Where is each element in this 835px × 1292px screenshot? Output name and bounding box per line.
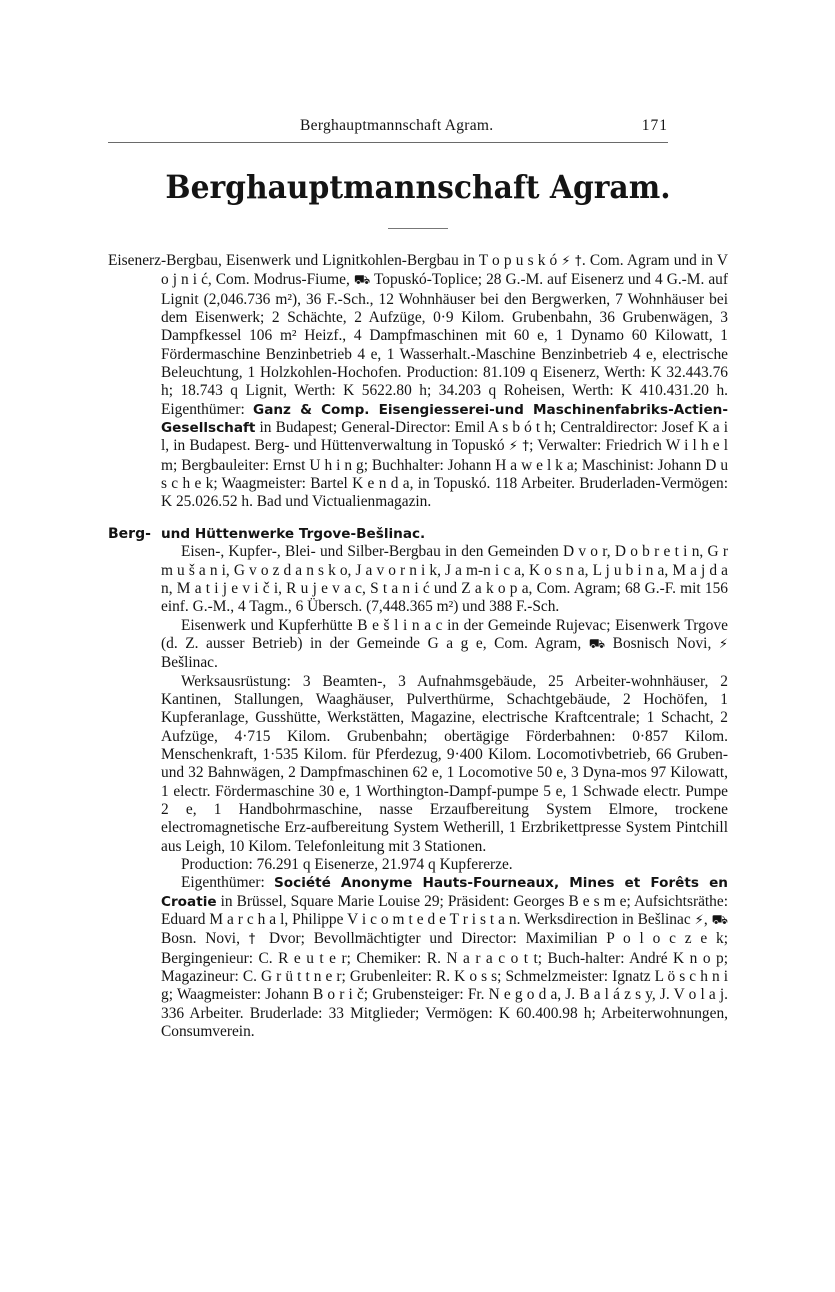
post-horn-icon: † xyxy=(575,254,582,269)
person-name: K e n d a xyxy=(352,475,410,493)
page-number: 171 xyxy=(641,117,668,134)
text-segment: Bosnisch Novi, xyxy=(605,634,719,652)
page-title: Berghauptmannschaft Agram. xyxy=(165,168,671,206)
person-name: K a i l xyxy=(161,419,729,455)
text-segment: , in Topuskó. 118 Arbeiter. Bruderladen-Vermögen: K 25.026.52 h. Bad und Victualienmagazin. xyxy=(161,475,729,511)
text-segment: Topuskó-Toplice; 28 G.-M. auf Eisenerz und 4 G.-M. auf Lignit (2,046.736 m²), 36 F.-Sch., 12 Wohnhäuser bei den Bergwerken, 7 Wohnhäuser bei dem Eisenwerk; 2 Schächte, 2 Aufzüge, 0·9 Kilom. Grubenbahn, 36 Grubenwägen, 3 Dampfkessel 106 m² Heizf., 4 Dampfmaschinen mit 60 e, 1 Dynamo 60 Kilowatt, 1 Fördermaschine Benzinbetrieb 4 e, 1 Wasserhalt.-Maschine Benzinbetrieb 4 e, electrische Beleuchtung, 1 Holzkohlen-Hochofen. Production: 81.109 q Eisenerz, Werth: K 32.443.76 h; 18.743 q Lignit, Werth: K 5622.80 h; 34.203 q Roheisen, Werth: K 410.431.20 h. Eigenthümer: xyxy=(161,271,729,418)
entry-heading-text: und Hüttenwerke Trgove-Bešlinac. xyxy=(161,525,426,542)
text-segment: ; Buchhalter: Johann xyxy=(363,456,496,474)
entry-heading xyxy=(108,525,728,543)
post-horn-icon: † xyxy=(248,932,261,948)
telegraph-icon: ⚡ xyxy=(694,913,704,929)
owner-name: Ganz & Comp. Eisengiesserei-und Maschinenfabriks-Actien-Gesellschaft xyxy=(161,401,728,437)
title-rule xyxy=(388,228,448,229)
telegraph-icon: ⚡ xyxy=(508,439,519,455)
text-segment: in Brüssel, Square Marie Louise 29; Präsident: Georges B e s m e; Aufsichtsräthe: Eduard M a r c h a l, Philippe V i c o m t e d e T r i s t a n. Werksdirection in Bešlinac xyxy=(161,892,728,929)
text-segment: ; Bergbauleiter: Ernst xyxy=(172,456,310,474)
text-segment: Eisenwerk und Kupferhütte B e š l i n a c in der Gemeinde Rujevac; Eisenwerk Trgove (d. Z. ausser Betrieb) in der Gemeinde G a g e, Com. Agram, xyxy=(161,616,728,652)
place-name: V o j n i ć xyxy=(161,252,728,289)
text-segment: Eigenthümer: xyxy=(181,874,275,892)
person-name: A s b ó t h xyxy=(487,419,552,437)
text-segment: Dvor; Bevollmächtigter und Director: Maximilian P o l o c z e k; Bergingenieur: C. R e u t e r; Chemiker: R. N a r a c o t t; Buch-halter: André K n o p; Magazineur: C. G r ü t t n e r; Grubenleiter: R. K o s s; Schmelzmeister: Ignatz L ö s c h n i g; Waagmeister: Johann B o r i č; Grubensteiger: Fr. N e g o d a, J. B a l á z s y, J. V o l a j. 336 Arbeiter. Bruderlade: 33 Mitglieder; Vermögen: K 60.400.98 h; Arbeiterwohnungen, Consumverein. xyxy=(161,930,728,1041)
text-segment: Bešlinac. xyxy=(161,654,218,672)
entry-topusko xyxy=(108,252,728,512)
post-horn-icon: † xyxy=(522,439,530,455)
text-segment: , in Budapest. Berg- und Hüttenverwaltung in Topuskó xyxy=(165,437,509,455)
person-name: U h i n g xyxy=(309,456,364,474)
person-name: D u s c h e k xyxy=(161,456,729,493)
paragraph-equipment: Werksausrüstung: 3 Beamten-, 3 Aufnahmsgebäude, 25 Arbeiter-wohnhäuser, 2 Kantinen, Stallungen, Waaghäuser, Pulverthürme, Schachtgebäude, 2 Hochöfen, 1 Kupferanlage, Gusshütte, Werkstätten, Magazine, electrische Kraftcentrale; 1 Schacht, 2 Aufzüge, 4·715 Kilom. Grubenbahn; obertägige Förderbahnen: 0·857 Kilom. Menschenkraft, 1·535 Kilom. für Pferdezug, 9·400 Kilom. Locomotivbetrieb, 66 Gruben-und 32 Bahnwägen, 2 Dampfmaschinen 62 e, 1 Locomotive 50 e, 3 Dyna-mos 97 Kilowatt, 1 electr. Fördermaschine 30 e, 1 Worthington-Dampf-pumpe 5 e, 1 Schwade electr. Pumpe 2 e, 1 Handbohrmaschine, nasse Erzaufbereitung System Elmore, trockene electromagnetische Erz-aufbereitung System Wetherill, 1 Erzbrikettpresse System Pintchill aus Leigh, 10 Kilom. Telefonleitung mit 3 Stationen. xyxy=(161,672,728,855)
paragraph-mining: Eisen-, Kupfer-, Blei- und Silber-Bergbau in den Gemeinden D v o r, D o b r e t i n, G r m u š a n i, G v o z d a n s k o, J a v o r n i k, J a m-n i c a, K o s n a, L j u b i n a, M a j d a n, M a t i j e v i č i, R u j e v a c, S t a n i ć und Z a k o p a, Com. Agram; 68 G.-F. mit 156 einf. G.-M., 4 Tagm., 6 Übersch. (7,448.365 m²) und 388 F.-Sch. xyxy=(161,543,728,616)
text-segment: ; Maschinist: Johann xyxy=(573,456,706,474)
margin-label: Berg- xyxy=(108,525,151,542)
text-segment: , xyxy=(703,911,712,929)
text-segment: Bosn. Novi, xyxy=(161,930,249,948)
railway-icon: ⛟ xyxy=(711,913,728,929)
place-name: T o p u s k ó xyxy=(478,252,558,269)
railway-icon: ⛟ xyxy=(353,273,371,289)
text-segment: Eisenerz-Bergbau, Eisenwerk und Lignitkohlen-Bergbau in xyxy=(108,252,479,269)
header-rule xyxy=(108,142,668,143)
person-name: W i l h e l m xyxy=(161,437,728,474)
text-segment: ; Waagmeister: Bartel xyxy=(213,475,353,493)
text-segment: , Com. Modrus-Fiume, xyxy=(207,271,354,289)
owner-name: Société Anonyme Hauts-Fourneaux, Mines et Forêts en Croatie xyxy=(161,875,728,910)
entry-trgove-beslinac xyxy=(108,525,728,1042)
text-segment: ; Centraldirector: Josef xyxy=(551,419,698,437)
text-segment: . Com. Agram und in xyxy=(581,252,717,269)
text-segment: in Budapest; General-Director: Emil xyxy=(255,419,488,437)
body-text xyxy=(108,252,728,1041)
railway-icon: ⛟ xyxy=(588,636,606,652)
person-name: H a w e l k a xyxy=(495,456,574,474)
entry-topusko-paragraph xyxy=(108,252,728,512)
text-segment: ; Verwalter: Friedrich xyxy=(529,437,666,455)
paragraph-works xyxy=(108,617,728,673)
running-title: Berghauptmannschaft Agram. xyxy=(300,117,494,134)
telegraph-icon: ⚡ xyxy=(718,636,729,652)
paragraph-production: Production: 76.291 q Eisenerze, 21.974 q Kupfererze. xyxy=(181,856,513,873)
paragraph-owner xyxy=(108,874,728,1041)
telegraph-icon: ⚡ xyxy=(561,254,571,269)
